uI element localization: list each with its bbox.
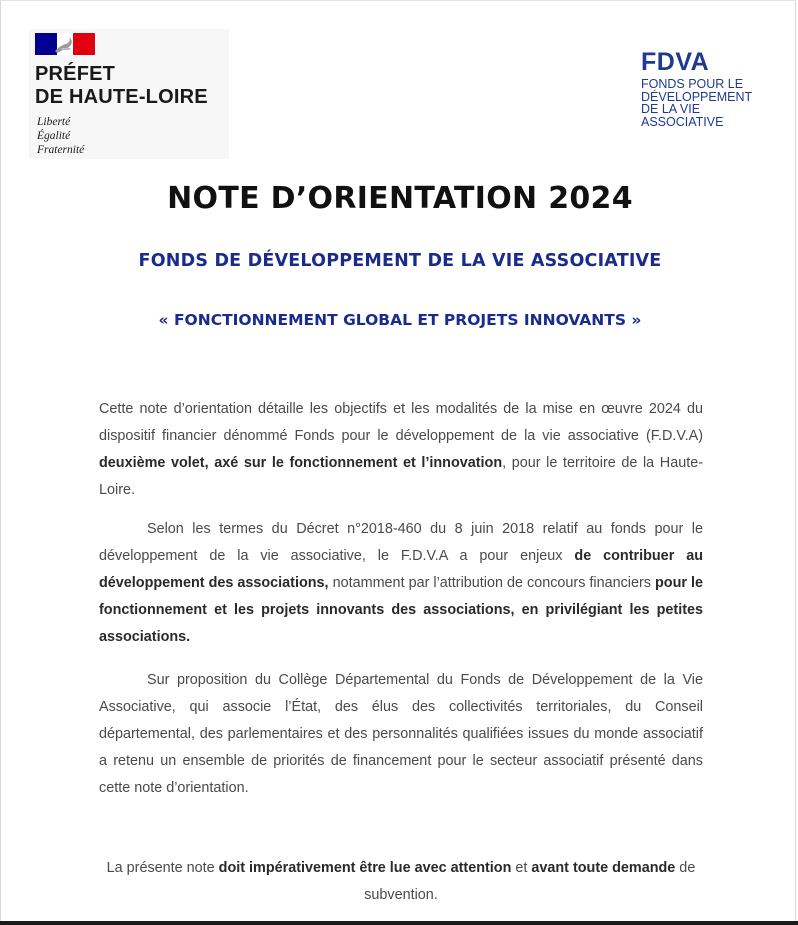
text-segment: Sur proposition du Collège Départemental du Fonds de Développement de la Vie Associative, qui associe l’État, des élus des collectivités territoriales, du Conseil départemental, des parlementaires et des personnalités qualifiées issues du monde associatif a retenu un ensemble de priorités de financement pour le secteur associatif présenté dans cette note d’orientation.	[99, 672, 703, 796]
prefecture-line1: PRÉFET	[35, 63, 116, 85]
document-title: NOTE D’ORIENTATION 2024	[167, 181, 633, 216]
paragraph-college	[99, 667, 703, 802]
document-subtitle-quote: « FONCTIONNEMENT GLOBAL ET PROJETS INNOVANTS »	[158, 311, 642, 329]
bold-text-segment: deuxième volet, axé sur le fonctionnement et l’innovation	[99, 455, 503, 471]
motto-fraternite: Fraternité	[37, 144, 85, 156]
prefecture-line2: DE HAUTE-LOIRE	[35, 86, 208, 108]
prefecture-name	[35, 63, 208, 109]
text-segment: Cette note d’orientation détaille les objectifs et les modalités de la mise en œuvre 2024 du dispositif financier dénommé Fonds pour le développement de la vie associative (F.D.V.A)	[99, 401, 703, 444]
republic-motto	[37, 115, 84, 157]
bold-text-segment: de contribuer au développement des associations,	[99, 548, 703, 591]
bold-text-segment: doit impérativement être lue avec attention	[218, 860, 512, 876]
text-segment: de subvention.	[364, 860, 696, 903]
prefecture-logo-block	[29, 29, 229, 159]
paragraph-decree	[99, 516, 703, 651]
bottom-edge	[0, 921, 798, 925]
motto-liberte: Liberté	[37, 116, 71, 128]
fdva-line3: DE LA VIE	[641, 102, 701, 116]
marianne-flag-icon	[35, 33, 95, 55]
paragraph-intro	[99, 396, 703, 504]
text-segment: Selon les termes du Décret n°2018-460 du 8 juin 2018 relatif au fonds pour le développement de la vie associative, le F.D.V.A a pour enjeux	[99, 521, 703, 564]
text-segment: , pour le territoire de la Haute-Loire.	[99, 455, 703, 498]
text-segment: et	[511, 860, 532, 876]
fdva-logo	[641, 49, 781, 128]
fdva-line4: ASSOCIATIVE	[641, 114, 724, 129]
fdva-full-name	[641, 78, 781, 128]
bold-text-segment: pour le fonctionnement et les projets innovants des associations, en privilégiant les petites associations.	[99, 575, 703, 645]
motto-egalite: Égalité	[37, 130, 71, 142]
text-segment: La présente note	[106, 860, 219, 876]
fdva-line1: FONDS POUR LE	[641, 77, 744, 91]
fdva-line2: DÉVELOPPEMENT	[641, 89, 753, 104]
text-segment: notamment par l’attribution de concours financiers	[328, 575, 656, 591]
fdva-acronym: FDVA	[641, 48, 710, 76]
document-subtitle: FONDS DE DÉVELOPPEMENT DE LA VIE ASSOCIATIVE	[138, 251, 662, 271]
bold-text-segment: avant toute demande	[531, 860, 676, 876]
important-notice	[99, 855, 703, 909]
